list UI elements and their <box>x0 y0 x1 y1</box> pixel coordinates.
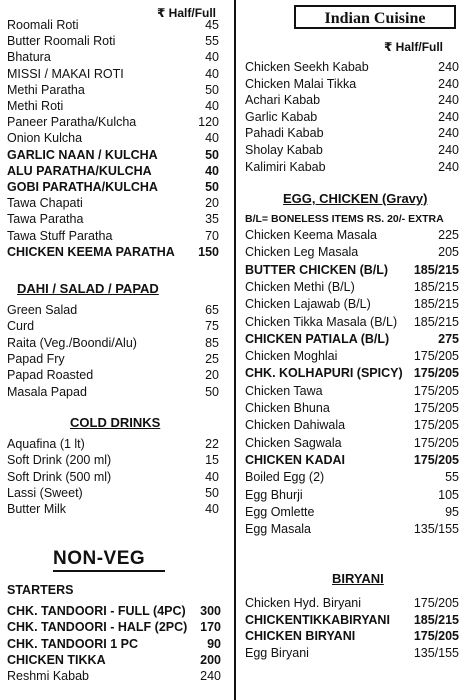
menu-item-name: Green Salad <box>7 303 78 317</box>
menu-item-price: 170 <box>200 620 221 635</box>
menu-item-name: Soft Drink (500 ml) <box>7 469 112 484</box>
menu-item-name: Paneer Paratha/Kulcha <box>7 115 137 130</box>
menu-item-price: 240 <box>438 60 459 74</box>
menu-item-price: 275 <box>438 331 459 346</box>
menu-item-price: 185/215 <box>413 297 459 312</box>
menu-item-price: 240 <box>200 669 221 684</box>
menu-item-name: MISSI / MAKAI ROTI <box>7 66 124 81</box>
menu-item-name: Chicken Malai Tikka <box>245 76 357 91</box>
menu-item-price: 40 <box>205 163 219 178</box>
menu-item-price: 70 <box>205 228 219 243</box>
menu-item-price: 175/205 <box>413 401 459 415</box>
menu-item-name: Tawa Paratha <box>7 212 84 227</box>
menu-item-name: GOBI PARATHA/KULCHA <box>7 180 158 194</box>
cold-drinks-title: COLD DRINKS <box>70 415 161 430</box>
menu-item-price: 175/205 <box>413 349 459 364</box>
menu-item-price: 175/205 <box>413 418 459 433</box>
menu-item-name: Papad Roasted <box>7 368 94 383</box>
menu-item-price: 50 <box>205 485 219 500</box>
menu-item-price: 240 <box>438 76 459 91</box>
dahi-section-title: DAHI / SALAD / PAPAD <box>17 281 159 296</box>
menu-item-price: 75 <box>205 319 219 334</box>
half-full-header-right: ₹ Half/Full <box>384 40 444 54</box>
menu-item-name: Onion Kulcha <box>7 131 83 146</box>
gravy-section-title: EGG, CHICKEN (Gravy) <box>283 191 428 206</box>
menu-item-price: 135/155 <box>413 645 459 660</box>
menu-item-price: 240 <box>438 109 459 124</box>
menu-item-price: 240 <box>438 143 459 157</box>
menu-item-name: Curd <box>7 319 35 334</box>
menu-item-price: 95 <box>445 504 459 519</box>
menu-item-name: Methi Roti <box>7 99 64 113</box>
menu-item-name: Chicken Tikka Masala (B/L) <box>245 314 398 329</box>
menu-item-name: Egg Masala <box>245 522 312 537</box>
menu-item-price: 35 <box>205 212 219 227</box>
menu-item-price: 40 <box>205 99 219 113</box>
menu-item-name: Masala Papad <box>7 384 87 399</box>
boneless-note: B/L= BONELESS ITEMS RS. 20/- EXTRA <box>245 213 444 225</box>
menu-item-price: 55 <box>205 34 219 49</box>
half-full-header-left: ₹ Half/Full <box>157 6 217 20</box>
menu-item-name: Chicken Keema Masala <box>245 228 378 242</box>
menu-item-price: 175/205 <box>413 629 459 644</box>
menu-item-price: 175/205 <box>413 435 459 450</box>
menu-item-price: 20 <box>205 196 219 211</box>
menu-item-price: 135/155 <box>413 522 459 537</box>
menu-item-price: 240 <box>438 159 459 174</box>
menu-item-name: CHK. TANDOORI - HALF (2PC) <box>7 620 188 635</box>
menu-item-name: Chicken Seekh Kabab <box>245 60 369 74</box>
menu-item-price: 65 <box>205 303 219 317</box>
menu-item-name: Chicken Bhuna <box>245 401 330 415</box>
menu-item-name: Butter Milk <box>7 502 67 517</box>
menu-item-name: Butter Roomali Roti <box>7 34 116 49</box>
menu-item-price: 40 <box>205 502 219 517</box>
menu-item-price: 55 <box>445 470 459 485</box>
menu-item-name: Chicken Tawa <box>245 383 323 398</box>
menu-item-name: Chicken Sagwala <box>245 435 342 450</box>
menu-item-price: 40 <box>205 50 219 65</box>
menu-item-name: Reshmi Kabab <box>7 669 89 684</box>
menu-item-name: Egg Bhurji <box>245 487 303 502</box>
menu-item-name: ALU PARATHA/KULCHA <box>7 163 152 178</box>
menu-item-price: 40 <box>205 66 219 81</box>
menu-item-name: Raita (Veg./Boondi/Alu) <box>7 335 137 350</box>
menu-item-price: 175/205 <box>413 596 459 610</box>
menu-item-name: Chicken Methi (B/L) <box>245 279 355 294</box>
nonveg-heading: NON-VEG <box>53 548 146 569</box>
menu-item-price: 15 <box>205 453 219 468</box>
nonveg-underline <box>53 570 165 572</box>
menu-item-price: 90 <box>207 636 221 651</box>
menu-item-price: 175/205 <box>413 366 459 381</box>
menu-item-price: 50 <box>205 82 219 97</box>
menu-item-name: CHICKEN BIRYANI <box>245 629 356 644</box>
menu-item-price: 185/215 <box>413 262 459 277</box>
menu-item-price: 40 <box>205 469 219 484</box>
menu-item-name: CHICKENTIKKABIRYANI <box>245 612 390 627</box>
menu-item-price: 185/215 <box>413 314 459 329</box>
menu-item-name: Chicken Leg Masala <box>245 245 359 260</box>
menu-item-price: 200 <box>200 652 221 667</box>
menu-item-name: Chicken Lajawab (B/L) <box>245 297 371 312</box>
menu-item-name: GARLIC NAAN / KULCHA <box>7 147 158 162</box>
menu-item-price: 175/205 <box>413 383 459 398</box>
cuisine-title: Indian Cuisine <box>294 5 456 29</box>
menu-item-name: CHK. KOLHAPURI (SPICY) <box>245 366 403 381</box>
menu-item-name: Papad Fry <box>7 351 65 366</box>
menu-item-price: 22 <box>205 437 219 451</box>
menu-item-name: Sholay Kabab <box>245 143 323 157</box>
menu-item-price: 175/205 <box>413 452 459 467</box>
column-divider <box>234 0 236 700</box>
menu-item-name: Kalimiri Kabab <box>245 159 326 174</box>
menu-item-price: 105 <box>438 487 459 502</box>
menu-item-name: Garlic Kabab <box>245 109 318 124</box>
menu-item-name: Chicken Dahiwala <box>245 418 346 433</box>
menu-item-name: CHICKEN TIKKA <box>7 652 106 667</box>
starters-title: STARTERS <box>7 583 74 597</box>
menu-item-price: 40 <box>205 131 219 146</box>
menu-item-price: 45 <box>205 18 219 32</box>
menu-item-name: Tawa Chapati <box>7 196 83 211</box>
menu-item-price: 300 <box>200 604 221 618</box>
menu-item-price: 50 <box>205 147 219 162</box>
menu-item-price: 50 <box>205 180 219 194</box>
menu-item-price: 20 <box>205 368 219 383</box>
menu-item-name: BUTTER CHICKEN (B/L) <box>245 262 389 277</box>
menu-item-name: Egg Biryani <box>245 645 309 660</box>
menu-item-price: 240 <box>438 126 459 141</box>
menu-item-price: 50 <box>205 384 219 399</box>
menu-item-name: CHICKEN PATIALA (B/L) <box>245 331 390 346</box>
menu-item-name: CHK. TANDOORI 1 PC <box>7 636 139 651</box>
menu-item-name: Lassi (Sweet) <box>7 485 83 500</box>
menu-item-name: Pahadi Kabab <box>245 126 324 141</box>
menu-item-name: Bhatura <box>7 50 51 65</box>
menu-item-price: 85 <box>205 335 219 350</box>
biryani-section-title: BIRYANI <box>332 571 384 586</box>
menu-item-name: Roomali Roti <box>7 18 79 32</box>
menu-item-name: CHICKEN KEEMA PARATHA <box>7 244 175 259</box>
menu-item-price: 150 <box>198 244 219 259</box>
menu-item-name: Achari Kabab <box>245 93 321 108</box>
menu-item-price: 240 <box>438 93 459 108</box>
menu-item-name: Soft Drink (200 ml) <box>7 453 112 468</box>
menu-item-name: Egg Omlette <box>245 504 315 519</box>
menu-item-price: 120 <box>198 115 219 130</box>
menu-item-name: Chicken Hyd. Biryani <box>245 596 362 610</box>
menu-item-price: 25 <box>205 351 219 366</box>
menu-item-name: Boiled Egg (2) <box>245 470 325 485</box>
menu-item-name: Tawa Stuff Paratha <box>7 228 113 243</box>
menu-item-price: 185/215 <box>413 279 459 294</box>
menu-item-price: 185/215 <box>413 612 459 627</box>
menu-item-name: Methi Paratha <box>7 82 85 97</box>
menu-item-name: Chicken Moghlai <box>245 349 338 364</box>
menu-item-name: CHK. TANDOORI - FULL (4PC) <box>7 604 186 618</box>
menu-item-name: CHICKEN KADAI <box>245 452 345 467</box>
menu-item-name: Aquafina (1 lt) <box>7 437 85 451</box>
menu-item-price: 225 <box>438 228 459 242</box>
menu-item-price: 205 <box>438 245 459 260</box>
